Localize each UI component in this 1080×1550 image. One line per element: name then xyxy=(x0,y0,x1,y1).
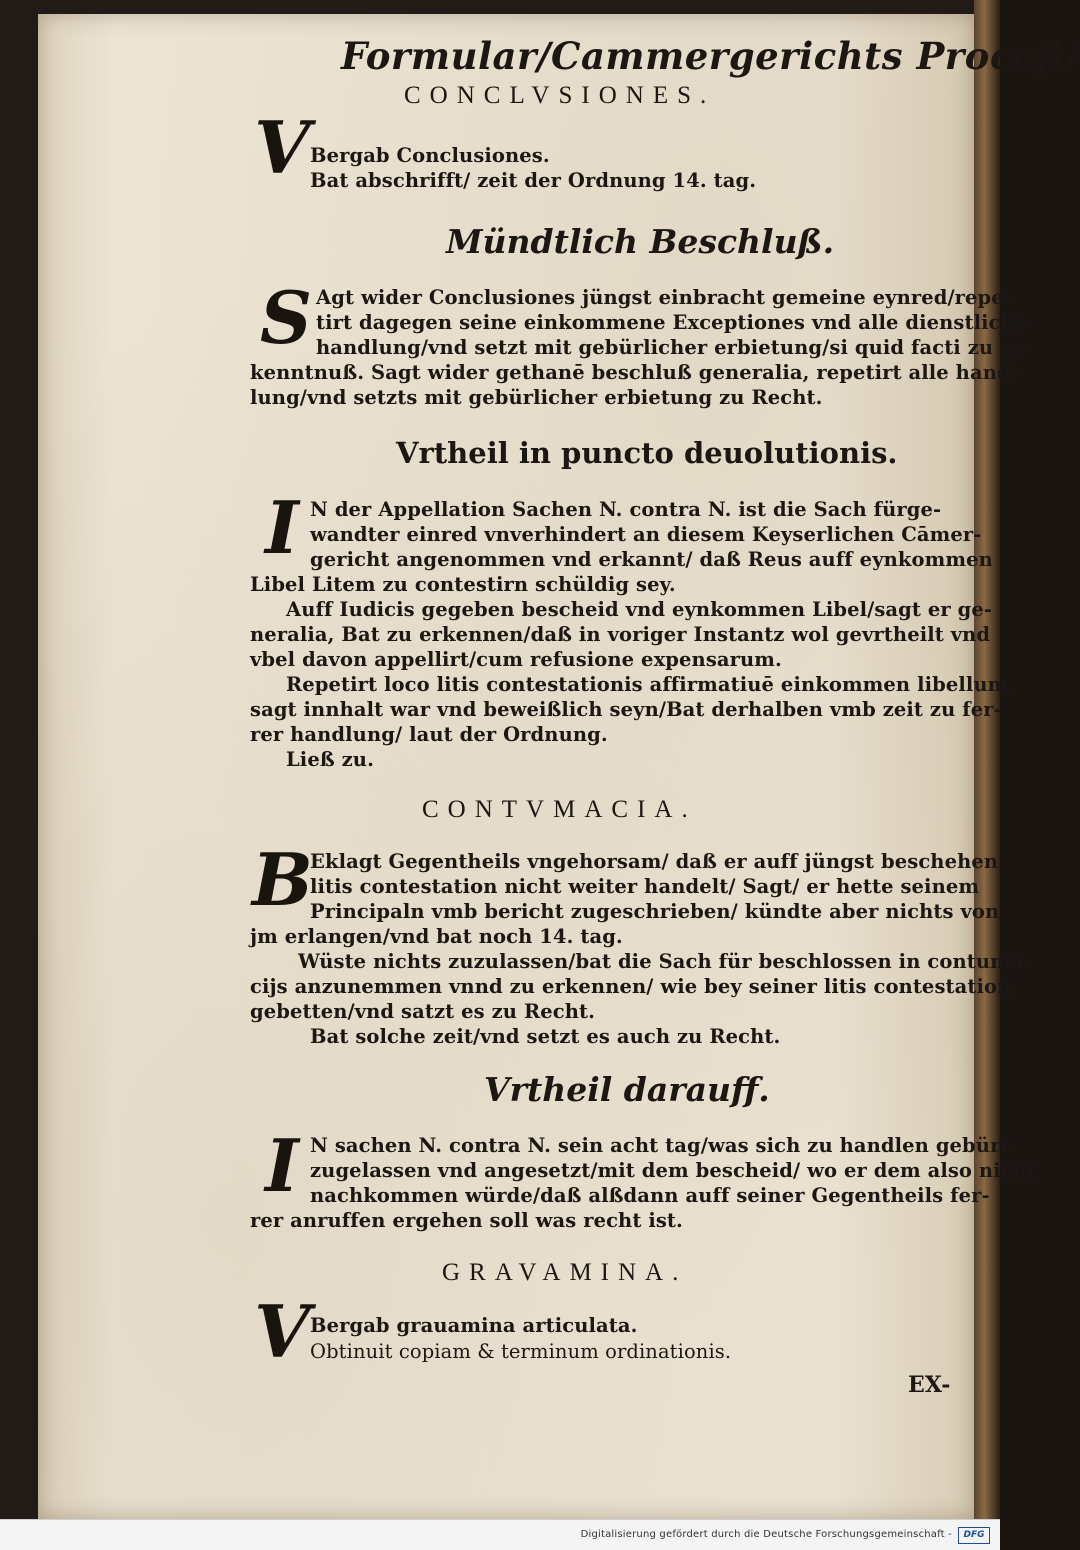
block4-line-3: Principaln vmb bericht zugeschrieben/ kündte aber nichts von xyxy=(310,900,1000,923)
block5-line-4: rer anruffen ergehen soll was recht ist. xyxy=(250,1209,683,1232)
block3-line-9: sagt innhalt war vnd beweißlich seyn/Bat derhalben vmb zeit zu fer- xyxy=(250,698,1002,721)
block2-line-3: handlung/vnd setzt mit gebürlicher erbietung/si quid facti zu er- xyxy=(316,336,1032,359)
block5-line-3: nachkommen würde/daß alßdann auff seiner Gegentheils fer- xyxy=(310,1184,990,1207)
block4-line-2: litis contestation nicht weiter handelt/ Sagt/ er hette seinem xyxy=(310,875,980,898)
section-contumacia: CONTVMACIA. xyxy=(422,796,697,823)
block3-line-4: Libel Litem zu contestirn schüldig sey. xyxy=(250,573,676,596)
section-conclusiones: CONCLVSIONES. xyxy=(404,82,716,109)
book-page xyxy=(38,14,1080,1519)
block4-line-5: Wüste nichts zuzulassen/bat die Sach für beschlossen in contuma- xyxy=(298,950,1032,973)
book-gutter xyxy=(974,0,1000,1549)
decorated-initial-i: I xyxy=(265,485,299,570)
decorated-initial-v: V xyxy=(254,105,310,190)
block2-line-4: kenntnuß. Sagt wider gethanē beschluß generalia, repetirt alle hand- xyxy=(250,361,1019,384)
block4-line-6: cijs anzunemmen vnnd zu erkennen/ wie bey seiner litis contestation xyxy=(250,975,1012,998)
block4-line-1: Eklagt Gegentheils vngehorsam/ daß er auff jüngst beschehen xyxy=(310,850,999,873)
block3-line-2: wandter einred vnverhindert an diesem Keyserlichen Cāmer- xyxy=(310,523,982,546)
heading-muendlich-beschluss: Mündtlich Beschluß. xyxy=(446,222,835,261)
block4-line-8: Bat solche zeit/vnd setzt es auch zu Recht. xyxy=(310,1025,781,1048)
block3-line-10: rer handlung/ laut der Ordnung. xyxy=(250,723,608,746)
block3-line-11: Ließ zu. xyxy=(286,748,374,771)
heading-urtheil-darauff: Vrtheil darauff. xyxy=(484,1070,770,1109)
heading-urtheil-deuolutionis: Vrtheil in puncto deuolutionis. xyxy=(396,436,898,470)
block6-line2: Obtinuit copiam & terminum ordinationis. xyxy=(310,1340,732,1363)
decorated-initial-s: S xyxy=(260,275,312,360)
footer-credit: Digitalisierung gefördert durch die Deutsche Forschungsgemeinschaft - xyxy=(580,1529,952,1540)
block3-line-1: N der Appellation Sachen N. contra N. ist die Sach fürge- xyxy=(310,498,942,521)
running-title: Formular/Cammergerichts Proceß/ xyxy=(341,34,1080,78)
decorated-initial-v-2: V xyxy=(254,1289,310,1374)
block3-line-5: Auff Iudicis gegeben bescheid vnd eynkommen Libel/sagt er ge- xyxy=(286,598,993,621)
dfg-logo-icon: DFG xyxy=(958,1527,990,1544)
block2-line-5: lung/vnd setzts mit gebürlicher erbietung zu Recht. xyxy=(250,386,823,409)
block5-line-1: N sachen N. contra N. sein acht tag/was sich zu handlen gebürt xyxy=(310,1134,1010,1157)
block3-line-8: Repetirt loco litis contestationis affirmatiuē einkommen libellum, xyxy=(286,673,1016,696)
block3-line-7: vbel davon appellirt/cum refusione expensarum. xyxy=(250,648,782,671)
block4-line-4: jm erlangen/vnd bat noch 14. tag. xyxy=(250,925,623,948)
block4-line-7: gebetten/vnd satzt es zu Recht. xyxy=(250,1000,595,1023)
block3-line-6: neralia, Bat zu erkennen/daß in voriger Instantz wol gevrtheilt vnd xyxy=(250,623,991,646)
block3-line-3: gericht angenommen vnd erkannt/ daß Reus auff eynkommen xyxy=(310,548,993,571)
block2-line-1: Agt wider Conclusiones jüngst einbracht gemeine eynred/repe- xyxy=(316,286,1012,309)
decorated-initial-i-2: I xyxy=(265,1123,299,1208)
catchword: EX- xyxy=(908,1372,951,1398)
block6-line1: Bergab grauamina articulata. xyxy=(310,1314,638,1337)
block1-line2: Bat abschrifft/ zeit der Ordnung 14. tag. xyxy=(310,169,757,192)
block5-line-2: zugelassen vnd angesetzt/mit dem bescheid/ wo er dem also nicht xyxy=(310,1159,1037,1182)
section-gravamina: GRAVAMINA. xyxy=(442,1259,688,1286)
block2-line-2: tirt dagegen seine einkommene Exceptiones vnd alle dienstliche xyxy=(316,311,1028,334)
digitization-footer xyxy=(0,1519,1000,1550)
block1-line1: Bergab Conclusiones. xyxy=(310,144,550,167)
decorated-initial-b: B xyxy=(252,837,313,922)
